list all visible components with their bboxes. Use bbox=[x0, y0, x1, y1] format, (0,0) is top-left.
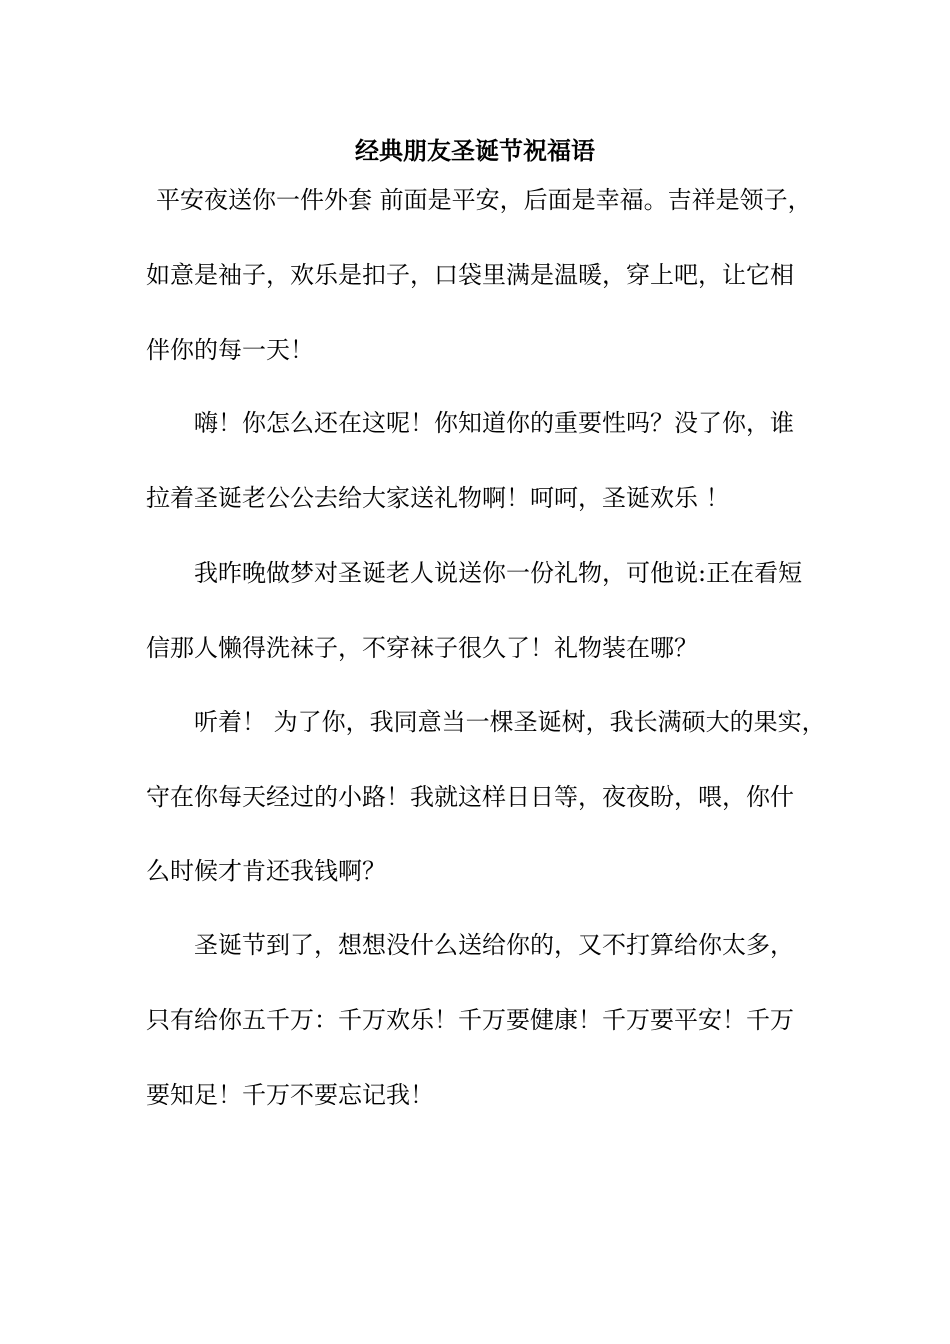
paragraph-1-line-1: 平安夜送你一件外套 前面是平安，后面是幸福。吉祥是领子， bbox=[156, 186, 812, 214]
paragraph-2-line-1: 嗨！你怎么还在这呢！你知道你的重要性吗？没了你，谁 bbox=[194, 409, 794, 437]
paragraph-4-line-1: 听着！ 为了你，我同意当一棵圣诞树，我长满硕大的果实， bbox=[194, 708, 826, 736]
paragraph-1-line-3: 伴你的每一天！ bbox=[146, 336, 314, 364]
paragraph-3-line-1: 我昨晚做梦对圣诞老人说送你一份礼物，可他说:正在看短 bbox=[194, 559, 803, 587]
paragraph-5-line-1: 圣诞节到了，想想没什么送给你的，又不打算给你太多， bbox=[194, 931, 794, 959]
paragraph-5-line-2: 只有给你五千万：千万欢乐！千万要健康！千万要平安！千万 bbox=[146, 1006, 794, 1034]
paragraph-3-line-2: 信那人懒得洗袜子，不穿袜子很久了！礼物装在哪？ bbox=[146, 634, 698, 662]
paragraph-4-line-2: 守在你每天经过的小路！我就这样日日等，夜夜盼，喂，你什 bbox=[146, 783, 794, 811]
paragraph-2-line-2: 拉着圣诞老公公去给大家送礼物啊！呵呵，圣诞欢乐 ！ bbox=[146, 484, 730, 512]
document-title: 经典朋友圣诞节祝福语 bbox=[355, 136, 595, 165]
paragraph-5-line-3: 要知足！千万不要忘记我！ bbox=[146, 1081, 434, 1109]
paragraph-1-line-2: 如意是袖子，欢乐是扣子，口袋里满是温暖，穿上吧，让它相 bbox=[146, 261, 794, 289]
paragraph-4-line-3: 么时候才肯还我钱啊？ bbox=[146, 857, 386, 885]
